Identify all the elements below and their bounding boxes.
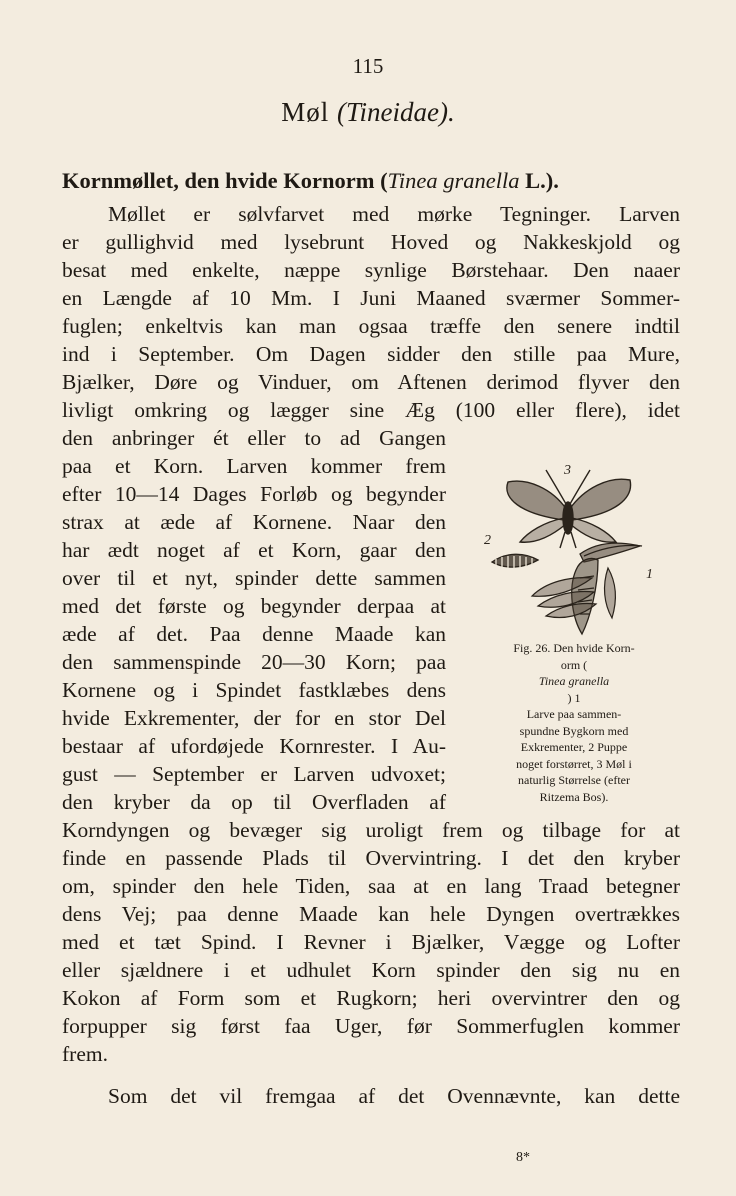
caption-sci: Tinea granella <box>538 674 610 688</box>
text-line: eller sjældnere i et udhulet Korn spinder den sig nu en <box>62 958 680 982</box>
text-line: besat med enkelte, næppe synlige Børstehaar. Den naaer <box>62 258 680 282</box>
text-line: æde af det. Paa denne Maade kan <box>62 622 446 646</box>
caption-text: ) 1 <box>567 690 581 705</box>
text-line: over til et nyt, spinder dette sammen <box>62 566 446 590</box>
text-line: med det første og begynder derpaa at <box>62 594 446 618</box>
caption-line: Ritzema Bos). <box>539 789 609 804</box>
text-line: har ædt noget af et Korn, gaar den <box>62 538 446 562</box>
text-line: dens Vej; paa denne Maade kan hele Dyngen overtrækkes <box>62 902 680 926</box>
title-sci: Tinea granella <box>387 168 520 193</box>
figure-illustration <box>472 448 662 638</box>
caption-line: Exkrementer, 2 Puppe <box>520 740 628 754</box>
signature-mark: 8* <box>516 1150 530 1165</box>
title-end: L.). <box>519 168 559 193</box>
text-line: Kokon af Form som et Rugkorn; heri overvintrer den og <box>62 986 680 1010</box>
text-line: finde en passende Plads til Overvintring. I det den kryber <box>62 846 680 870</box>
text-line: en Længde af 10 Mm. I Juni Maaned sværmer Sommer- <box>62 286 680 310</box>
text-line: Som det vil fremgaa af det Ovennævnte, kan dette <box>108 1084 680 1108</box>
text-line: om, spinder den hele Tiden, saa at en lang Traad betegner <box>62 874 680 898</box>
caption-line: Fig. 26. Den hvide Korn- <box>513 641 635 655</box>
text-line: forpupper sig først faa Uger, før Sommerfuglen kommer <box>62 1014 680 1038</box>
caption-line: noget forstørret, 3 Møl i <box>516 756 632 771</box>
text-line: ind i September. Om Dagen sidder den stille paa Mure, <box>62 342 680 366</box>
caption-line: naturlig Størrelse (efter <box>518 773 630 787</box>
text-line: frem. <box>62 1042 108 1066</box>
figure-caption <box>454 640 694 805</box>
figure-label-moth: 3 <box>564 463 571 478</box>
title-main: Kornmøllet, den hvide Kornorm ( <box>62 168 388 193</box>
larva-drawing <box>492 554 538 568</box>
text-line: gust — September er Larven udvoxet; <box>62 762 446 786</box>
text-line: bestaar af ufordøjede Kornrester. I Au- <box>62 734 446 758</box>
figure-label-pupa: 2 <box>484 533 491 548</box>
text-line: med et tæt Spind. I Revner i Bjælker, Vægge og Lofter <box>62 930 680 954</box>
text-line: den kryber da op til Overfladen af <box>62 790 446 814</box>
text-line: livligt omkring og lægger sine Æg (100 eller flere), idet <box>62 398 680 422</box>
caption-text: orm ( <box>560 657 588 672</box>
figure-label-larva: 1 <box>646 567 653 582</box>
text-line: Kornene og i Spindet fastklæbes dens <box>62 678 446 702</box>
caption-line: Larve paa sammen- <box>526 707 622 721</box>
text-line: Korndyngen og bevæger sig uroligt frem og tilbage for at <box>62 818 680 842</box>
section-heading-main: Møl <box>281 97 330 127</box>
moth-drawing <box>507 470 631 548</box>
article-title <box>62 168 682 194</box>
section-heading-sci: (Tineidae). <box>337 97 455 127</box>
caption-line <box>454 657 694 707</box>
text-line: den anbringer ét eller to ad Gangen <box>62 426 446 450</box>
text-line: strax at æde af Kornene. Naar den <box>62 510 446 534</box>
text-line: fuglen; enkeltvis kan man ogsaa træffe den senere indtil <box>62 314 680 338</box>
text-line: er gullighvid med lysebrunt Hoved og Nakkeskjold og <box>62 230 680 254</box>
text-line: efter 10—14 Dages Forløb og begynder <box>62 482 446 506</box>
caption-line: spundne Bygkorn med <box>519 723 629 738</box>
text-line: paa et Korn. Larven kommer frem <box>62 454 446 478</box>
text-line: Bjælker, Døre og Vinduer, om Aftenen derimod flyver den <box>62 370 680 394</box>
text-line: hvide Exkrementer, der for en stor Del <box>62 706 446 730</box>
text-line: Møllet er sølvfarvet med mørke Tegninger. Larven <box>108 202 680 226</box>
section-heading <box>0 97 736 128</box>
text-line: den sammenspinde 20—30 Korn; paa <box>62 650 446 674</box>
page-number: 115 <box>352 54 384 78</box>
